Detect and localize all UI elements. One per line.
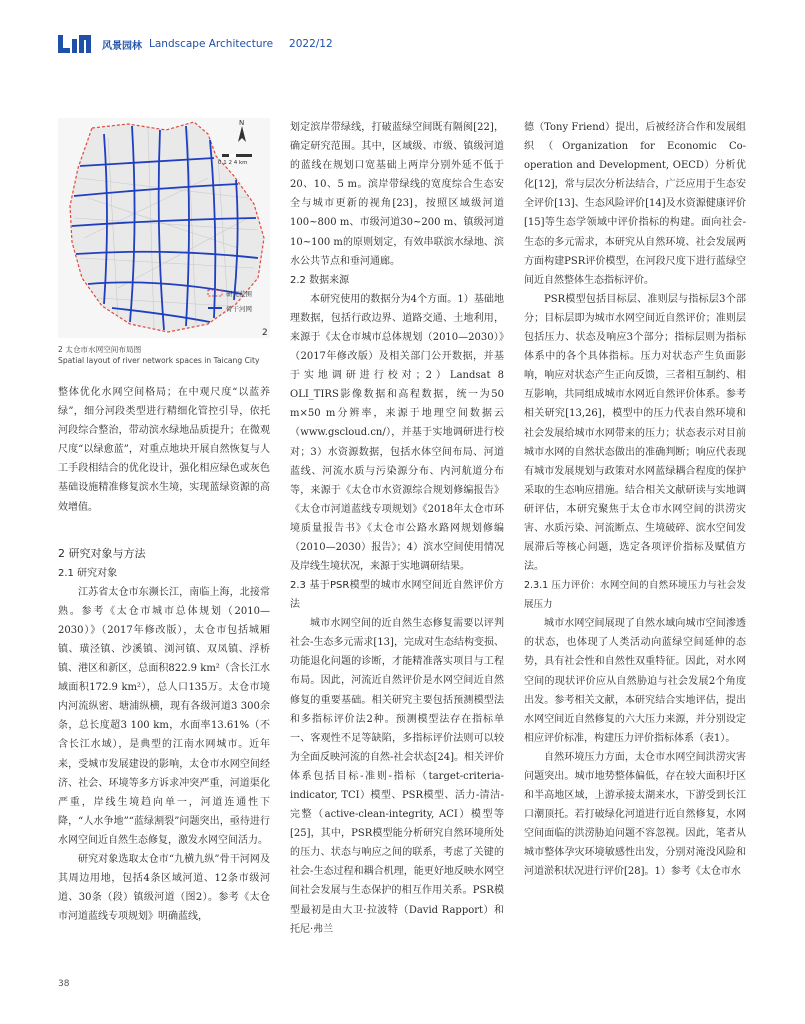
subsection-heading: 2.3 基于PSR模型的城市水网空间近自然评价方法 <box>290 580 504 611</box>
figure-caption-cn: 2 太仓市水网空间布局图 <box>58 345 142 354</box>
scale-bar <box>218 154 252 166</box>
body-paragraph: 城市水网空间展现了自然水域向城市空间渗透的状态，也体现了人类活动向蓝绿空间延伸的态势，具有社会性和自然性双重特征。因此，对水网空间的现状评价应从自然胁迫与社会发展2个角度出发。参考相关文献，本研究结合实地评估，提出水网空间近自然修复的六大压力来源，并分别设定相应评价标准，构建压力评价指标体系（表1）。 <box>524 618 746 744</box>
column-2 <box>290 118 504 939</box>
page-number: 38 <box>58 979 70 989</box>
legend-label-backbone: 骨干河网 <box>226 305 252 313</box>
river-network-map <box>58 118 270 338</box>
map-svg <box>58 118 270 338</box>
body-paragraph: 自然环境压力方面，太仓市水网空间洪涝灾害问题突出。城市地势整体偏低，存在较大面积圩区和半高地区域，上游承接太湖来水，下游受到长江口潮顶托。若打破绿化河道进行近自然修复，水网空间面临的洪涝胁迫问题不容忽视。因此，笔者从城市整体孕灾环境敏感性出发，分别对淹没风险和河道淤积状况进行评价[28]。1）参考《太仓市水 <box>524 751 746 878</box>
body-paragraph: 江苏省太仓市东濒长江，南临上海，北接常熟。参考《太仓市城市总体规划（2010—2030）》（2017年修改版），太仓市包括城厢镇、璜泾镇、沙溪镇、浏河镇、双凤镇、浮桥镇、港区和新区，总面积822.9 km²（含长江水域面积172.9 km²），总人口135万。太仓市境内河流纵密、塘浦纵横，现有各级河道3 300余条，总长度超3 100 km，水面率13.61%（不含长江水域），是典型的江南水网城市。近年来，受城市发展建设的影响，太仓市水网空间经济、社会、环境等多方诉求冲突严重，河道渠化严重，岸线生境趋向单一，河道连通性下降，“人水争地”“蓝绿割裂”问题突出，亟待进行水网空间近自然生态修复，激发水网空间活力。 <box>58 586 270 846</box>
legend-label-study: 研究范围 <box>226 290 252 298</box>
body-paragraph: 研究对象选取太仓市“九横九纵”骨干河网及其周边用地，包括4条区域河道、12条市级河道、30条（段）镇级河道（图2）。参考《太仓市河道蓝线专项规划》明确蓝线， <box>58 853 270 923</box>
scale-label: 0 1 2 4 km <box>218 160 248 166</box>
body-paragraph: 整体优化水网空间格局；在中观尺度“以蓝养绿”，细分河段类型进行精细化管控引导，依托河段综合整治，带动滨水绿地品质提升；在微观尺度“以绿愈蓝”，对重点地块开展自然恢复与人工手段相结合的优化设计，强化相应绿色或灰色基础设施精准修复滨水生境，实现蓝绿资源的高效增值。 <box>58 387 270 513</box>
body-paragraph: 城市水网空间的近自然生态修复需要以评判社会-生态多元需求[13]，完成对生态结构变损、功能退化问题的诊断，才能精准落实项目与工程布局。因此，河流近自然评价是水网空间近自然修复的重要基础。相关研究主要包括预测模型法和多指标评价法2种。预测模型法存在指标单一、客观性不足等缺陷，多指标评价法则可以较为全面反映河流的自然-社会状态[24]。相关评价体系包括目标-准则-指标（target-criteria-indicator, TCI）模型、PSR模型、活力-清洁-完整（active-clean-integrity, ACI）模型等[25]，其中，PSR模型能分析研究自然环境所处的压力、状态与响应之间的联系，考虑了关键的社会-生态过程和耦合机理，能更好地反映水网空间社会发展与生态保护的相互作用关系。PSR模型最初是由大卫·拉波特（David Rapport）和托尼·弗兰 <box>290 618 504 935</box>
journal-header <box>58 34 333 54</box>
journal-logo-icon <box>58 35 98 53</box>
figure-number: 2 <box>262 328 268 338</box>
column-3 <box>524 118 746 882</box>
section-heading: 2 研究对象与方法 <box>58 546 146 560</box>
subsection-heading: 2.2 数据来源 <box>290 274 350 286</box>
column-1 <box>58 383 270 926</box>
north-label: N <box>239 119 245 127</box>
brand-cn: 风景园林 <box>102 40 142 52</box>
body-paragraph: 德（Tony Friend）提出，后被经济合作和发展组织（Organization for Economic Co-operation and Development, OECD）分析优化[12]，常与层次分析法结合，广泛应用于生态安全评价[13]、生态风险评价[14]及水资源健康评价[15]等生态学领域中评价指标的构建。面向社会-生态的多元需求，本研究从自然环境、社会发展两方面构建PSR评价模型，在河段尺度下进行蓝绿空间近自然整体生态指标评价。 <box>524 122 746 286</box>
brand-en: Landscape Architecture <box>149 38 274 50</box>
issue-number: 2022/12 <box>289 38 333 50</box>
subsection-heading: 2.1 研究对象 <box>58 567 118 579</box>
figure-caption-en: Spatial layout of river network spaces in Taicang City <box>58 356 260 365</box>
body-paragraph: 划定滨岸带绿线，打破蓝绿空间既有隔阂[22]，确定研究范围。其中，区域级、市级、镇级河道的蓝线在规划口宽基础上两岸分别外延不低于20、10、5 m。滨岸带绿线的宽度综合生态安全与城市更新的视角[23]，按照区域级河道100~800 m、市级河道30~200 m、镇级河道10~100 m的原则划定，有效串联滨水绿地、滨水公共节点和垂河通廊。 <box>290 122 504 267</box>
body-paragraph: 本研究使用的数据分为4个方面。1）基础地理数据，包括行政边界、道路交通、土地利用，来源于《太仓市城市总体规划（2010—2030）》（2017年修改版）及相关部门公开数据，并基于实地调研进行校对；2）Landsat 8 OLI_TIRS影像数据和高程数据，统一为50 m×50 m分辨率，来源于地理空间数据云（www.gscloud.cn/），并基于实地调研进行校对；3）水资源数据，包括水体空间布局、河道蓝线、河流水质与污染源分布、内河航道分布等，来源于《太仓市水资源综合规划修编报告》《太仓市河道蓝线专项规划》《2018年太仓市环境质量报告书》《太仓市公路水路网规划修编（2010—2030）报告》；4）滨水空间使用情况及岸线生境状况，来源于实地调研结果。 <box>290 293 504 573</box>
body-paragraph: PSR模型包括目标层、准则层与指标层3个部分；目标层即为城市水网空间近自然评价；准则层包括压力、状态及响应3个部分；指标层则为指标体系中的各个具体指标。压力对状态产生负面影响，响应对状态产生正向反馈，三者相互制约、相互影响，共同组成城市水网近自然评价体系。参考相关研究[13,26]，模型中的压力代表自然环境和社会发展给城市水网带来的压力；状态表示对目前城市水网的自然状态做出的准确判断；响应代表现有城市发展规划与政策对水网蓝绿耦合程度的保护采取的生态响应措施。结合相关文献研读与实地调研评估，本研究聚焦于太仓市水网空间的洪涝灾害、水质污染、河流断点、生境破碎、滨水空间发展滞后等核心问题，选定各项评价指标及赋值方法。 <box>524 293 746 573</box>
subsubsection-heading: 2.3.1 压力评价：水网空间的自然环境压力与社会发展压力 <box>524 580 746 611</box>
